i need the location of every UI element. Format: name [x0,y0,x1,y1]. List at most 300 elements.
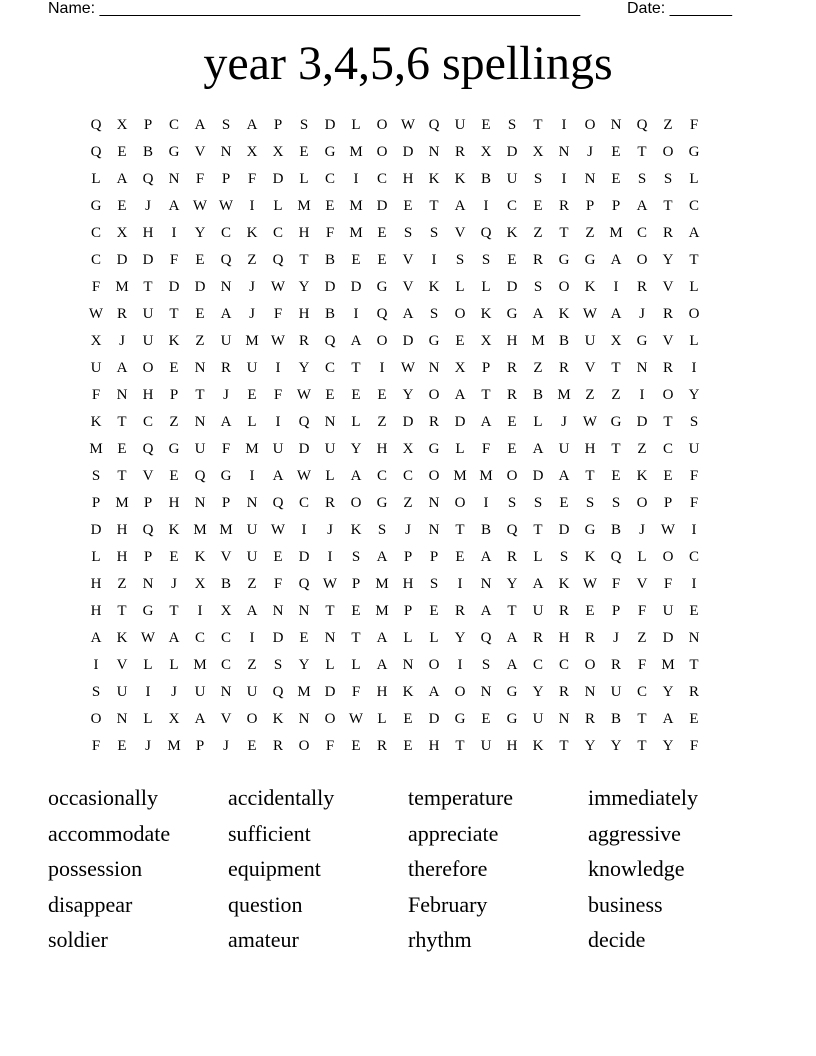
grid-letter: I [561,117,567,133]
grid-letter: X [532,144,544,160]
grid-letter: E [351,252,361,268]
grid-letter: U [246,360,258,376]
grid-letter: I [275,360,281,376]
grid-letter: C [636,684,647,700]
grid-letter: E [455,549,465,565]
grid-letter: A [376,549,388,565]
grid-letter: X [246,144,258,160]
grid-letter: Y [662,684,674,700]
grid-letter: I [483,198,489,214]
grid-letter: C [376,171,387,187]
grid-letter: N [636,360,648,376]
grid-letter: U [532,603,544,619]
grid-row [83,382,733,409]
grid-letter: O [662,144,674,160]
grid-letter: D [532,468,544,484]
grid-letter: N [428,144,440,160]
grid-letter: C [558,657,569,673]
grid-row [83,166,733,193]
grid-letter: P [195,738,205,754]
grid-letter: S [689,414,699,430]
grid-letter: O [428,387,440,403]
word-list-item: business [588,891,663,917]
grid-row [83,436,733,463]
grid-letter: H [142,225,154,241]
grid-letter: I [327,549,333,565]
grid-letter: Y [662,252,674,268]
grid-letter: S [533,171,543,187]
grid-letter: S [507,117,517,133]
grid-letter: O [454,684,466,700]
grid-row [83,247,733,274]
word-search-grid [83,112,733,760]
grid-letter: Z [377,414,387,430]
grid-letter: L [455,441,465,457]
grid-letter: W [192,198,208,214]
grid-letter: I [197,603,203,619]
grid-letter: D [506,279,518,295]
grid-letter: Q [298,576,310,592]
grid-letter: D [324,117,336,133]
grid-letter: Q [428,117,440,133]
grid-letter: W [296,468,312,484]
grid-letter: A [558,468,570,484]
grid-letter: Y [454,630,466,646]
grid-letter: Q [480,630,492,646]
grid-letter: Y [662,738,674,754]
grid-letter: L [247,414,257,430]
grid-letter: B [610,522,621,538]
grid-letter: W [348,711,364,727]
grid-letter: T [143,279,153,295]
grid-letter: S [429,576,439,592]
grid-letter: E [299,630,309,646]
grid-letter: N [428,360,440,376]
grid-letter: R [662,225,673,241]
grid-letter: R [324,495,335,511]
grid-letter: E [559,495,569,511]
grid-letter: N [168,171,180,187]
grid-letter: J [405,522,411,538]
grid-letter: O [298,738,310,754]
grid-letter: U [142,306,154,322]
grid-letter: N [324,414,336,430]
word-list-item: question [228,891,303,917]
grid-letter: Y [506,576,518,592]
grid-letter: U [116,684,128,700]
grid-letter: Q [142,441,154,457]
grid-letter: D [298,549,310,565]
grid-letter: W [140,630,156,646]
grid-letter: R [532,252,543,268]
grid-letter: E [325,387,335,403]
grid-letter: S [273,657,283,673]
grid-letter: C [272,225,283,241]
grid-letter: L [351,657,361,673]
grid-letter: N [220,684,232,700]
grid-row [83,706,733,733]
grid-letter: V [116,657,128,673]
page-title: year 3,4,5,6 spellings [203,37,613,90]
grid-letter: V [636,576,648,592]
grid-letter: X [272,144,284,160]
grid-letter: W [218,198,234,214]
grid-letter: P [91,495,101,511]
grid-letter: T [455,738,465,754]
grid-letter: L [455,279,465,295]
grid-letter: P [611,198,621,214]
grid-letter: O [662,387,674,403]
grid-letter: E [325,198,335,214]
grid-row [83,679,733,706]
grid-letter: L [273,198,283,214]
grid-letter: H [376,684,388,700]
grid-letter: Q [272,252,284,268]
grid-letter: K [402,684,414,700]
grid-letter: I [353,171,359,187]
grid-row [83,409,733,436]
grid-letter: N [298,711,310,727]
grid-letter: G [506,711,518,727]
grid-letter: O [662,549,674,565]
grid-letter: M [531,333,545,349]
grid-letter: H [298,225,310,241]
grid-letter: U [454,117,466,133]
date-field-label: Date: _______ [627,0,732,17]
grid-letter: K [558,576,570,592]
grid-letter: G [454,711,466,727]
grid-letter: S [299,117,309,133]
grid-letter: Q [142,522,154,538]
grid-letter: I [301,522,307,538]
word-list-item: amateur [228,927,299,953]
grid-letter: V [662,279,674,295]
grid-letter: S [637,171,647,187]
grid-letter: Y [298,657,310,673]
grid-letter: H [142,387,154,403]
grid-letter: A [194,117,206,133]
grid-letter: P [403,603,413,619]
grid-letter: L [325,468,335,484]
grid-letter: D [168,279,180,295]
grid-letter: N [194,495,206,511]
grid-letter: F [91,387,101,403]
grid-letter: C [376,468,387,484]
grid-letter: D [272,630,284,646]
grid-letter: M [193,657,207,673]
grid-letter: M [609,225,623,241]
grid-letter: D [402,144,414,160]
grid-letter: L [325,657,335,673]
grid-letter: U [584,333,596,349]
grid-letter: A [480,414,492,430]
grid-letter: N [428,495,440,511]
grid-letter: Y [350,441,362,457]
grid-letter: T [559,225,569,241]
grid-letter: G [584,522,596,538]
grid-letter: C [324,171,335,187]
grid-letter: X [168,711,180,727]
grid-letter: B [480,522,491,538]
grid-letter: A [610,306,622,322]
grid-letter: C [90,252,101,268]
grid-letter: E [247,387,257,403]
grid-letter: N [688,630,700,646]
grid-letter: X [194,576,206,592]
grid-letter: N [480,684,492,700]
grid-letter: V [220,711,232,727]
grid-letter: T [169,306,179,322]
grid-letter: Z [663,117,673,133]
grid-letter: O [584,657,596,673]
grid-letter: K [558,306,570,322]
grid-letter: T [533,522,543,538]
grid-letter: T [481,387,491,403]
grid-letter: J [327,522,333,538]
grid-letter: E [533,198,543,214]
grid-row [83,112,733,139]
grid-letter: V [220,549,232,565]
grid-letter: J [145,738,151,754]
grid-letter: D [376,198,388,214]
grid-letter: P [481,360,491,376]
grid-letter: R [220,360,231,376]
grid-letter: E [481,117,491,133]
grid-letter: T [663,198,673,214]
grid-letter: O [376,144,388,160]
grid-letter: U [142,333,154,349]
grid-letter: H [376,441,388,457]
grid-letter: O [688,306,700,322]
grid-letter: O [428,657,440,673]
grid-letter: U [558,441,570,457]
grid-letter: U [246,684,258,700]
grid-row [83,274,733,301]
grid-letter: R [532,630,543,646]
grid-letter: V [662,333,674,349]
grid-letter: Q [220,252,232,268]
grid-letter: O [376,333,388,349]
grid-letter: D [454,414,466,430]
grid-letter: S [481,252,491,268]
grid-letter: L [533,549,543,565]
word-list-item: occasionally [48,785,158,811]
grid-letter: O [324,711,336,727]
grid-letter: C [636,225,647,241]
grid-letter: O [350,495,362,511]
grid-letter: N [584,171,596,187]
grid-letter: N [220,144,232,160]
grid-letter: Q [376,306,388,322]
grid-letter: M [245,441,259,457]
grid-letter: C [662,441,673,457]
grid-letter: K [272,711,284,727]
grid-letter: G [584,252,596,268]
grid-letter: D [116,252,128,268]
grid-letter: K [584,279,596,295]
grid-letter: U [90,360,102,376]
grid-letter: S [91,468,101,484]
grid-letter: Z [247,252,257,268]
grid-letter: M [297,684,311,700]
grid-letter: I [457,576,463,592]
grid-letter: Q [90,144,102,160]
grid-letter: O [90,711,102,727]
grid-letter: T [117,603,127,619]
grid-letter: B [610,711,621,727]
grid-letter: S [585,495,595,511]
grid-letter: W [582,576,598,592]
grid-letter: U [220,333,232,349]
grid-letter: K [506,225,518,241]
grid-letter: A [402,306,414,322]
grid-letter: U [194,684,206,700]
grid-letter: A [688,225,700,241]
grid-letter: E [169,360,179,376]
grid-letter: I [249,198,255,214]
grid-letter: A [532,306,544,322]
grid-letter: E [351,603,361,619]
grid-letter: I [171,225,177,241]
grid-row [83,355,733,382]
grid-letter: X [220,603,232,619]
grid-letter: G [168,144,180,160]
grid-letter: S [455,252,465,268]
word-list-item: knowledge [588,856,685,882]
grid-letter: R [558,684,569,700]
grid-letter: I [431,252,437,268]
grid-letter: I [457,657,463,673]
grid-letter: Y [532,684,544,700]
grid-letter: D [428,711,440,727]
word-list [48,780,768,958]
grid-letter: U [246,549,258,565]
grid-letter: E [351,387,361,403]
word-list-item: decide [588,927,646,953]
grid-letter: C [220,630,231,646]
grid-letter: L [377,711,387,727]
grid-letter: O [636,252,648,268]
grid-letter: J [145,198,151,214]
grid-letter: J [639,306,645,322]
grid-letter: A [428,684,440,700]
grid-letter: O [558,279,570,295]
grid-letter: T [637,144,647,160]
grid-letter: E [689,603,699,619]
grid-letter: W [582,414,598,430]
grid-letter: U [194,441,206,457]
grid-letter: R [454,603,465,619]
grid-letter: J [613,630,619,646]
grid-letter: T [663,414,673,430]
grid-letter: G [90,198,102,214]
grid-letter: P [273,117,283,133]
grid-letter: E [117,198,127,214]
grid-letter: M [245,333,259,349]
grid-letter: Q [324,333,336,349]
grid-letter: A [116,171,128,187]
grid-letter: B [480,171,491,187]
grid-letter: V [194,144,206,160]
grid-letter: E [481,711,491,727]
grid-letter: A [532,576,544,592]
word-list-item: equipment [228,856,321,882]
grid-letter: I [691,522,697,538]
grid-letter: O [636,495,648,511]
grid-letter: T [611,360,621,376]
grid-row [83,652,733,679]
word-list-item: rhythm [408,927,472,953]
grid-letter: V [142,468,154,484]
grid-letter: X [480,144,492,160]
grid-letter: M [297,198,311,214]
grid-letter: W [322,576,338,592]
grid-letter: N [324,630,336,646]
grid-letter: K [428,279,440,295]
grid-letter: F [91,279,101,295]
grid-letter: U [324,441,336,457]
grid-letter: Z [403,495,413,511]
grid-letter: R [558,360,569,376]
grid-letter: W [270,279,286,295]
grid-letter: D [90,522,102,538]
grid-letter: P [351,576,361,592]
grid-letter: P [221,495,231,511]
grid-letter: G [428,441,440,457]
grid-letter: J [223,738,229,754]
grid-letter: L [91,171,101,187]
grid-letter: C [402,468,413,484]
grid-letter: T [533,117,543,133]
grid-letter: O [376,117,388,133]
grid-letter: F [221,441,231,457]
grid-letter: E [117,441,127,457]
grid-letter: A [246,117,258,133]
grid-letter: D [272,171,284,187]
grid-letter: A [454,198,466,214]
grid-letter: K [350,522,362,538]
grid-letter: N [298,603,310,619]
grid-letter: A [350,333,362,349]
grid-letter: H [298,306,310,322]
grid-letter: S [533,279,543,295]
grid-letter: S [429,306,439,322]
grid-letter: F [273,576,283,592]
grid-letter: T [117,468,127,484]
grid-letter: A [480,603,492,619]
grid-letter: D [662,630,674,646]
grid-letter: A [90,630,102,646]
grid-letter: T [689,657,699,673]
grid-letter: X [610,333,622,349]
grid-letter: Z [637,630,647,646]
grid-letter: B [324,306,335,322]
grid-letter: E [117,144,127,160]
grid-letter: O [454,495,466,511]
grid-letter: E [117,738,127,754]
grid-letter: U [506,171,518,187]
grid-letter: P [169,387,179,403]
grid-letter: R [584,630,595,646]
grid-letter: A [480,549,492,565]
grid-letter: K [532,738,544,754]
grid-letter: K [454,171,466,187]
grid-letter: W [270,333,286,349]
grid-letter: Z [585,225,595,241]
grid-letter: H [428,738,440,754]
word-list-row [48,922,768,958]
grid-letter: N [428,522,440,538]
